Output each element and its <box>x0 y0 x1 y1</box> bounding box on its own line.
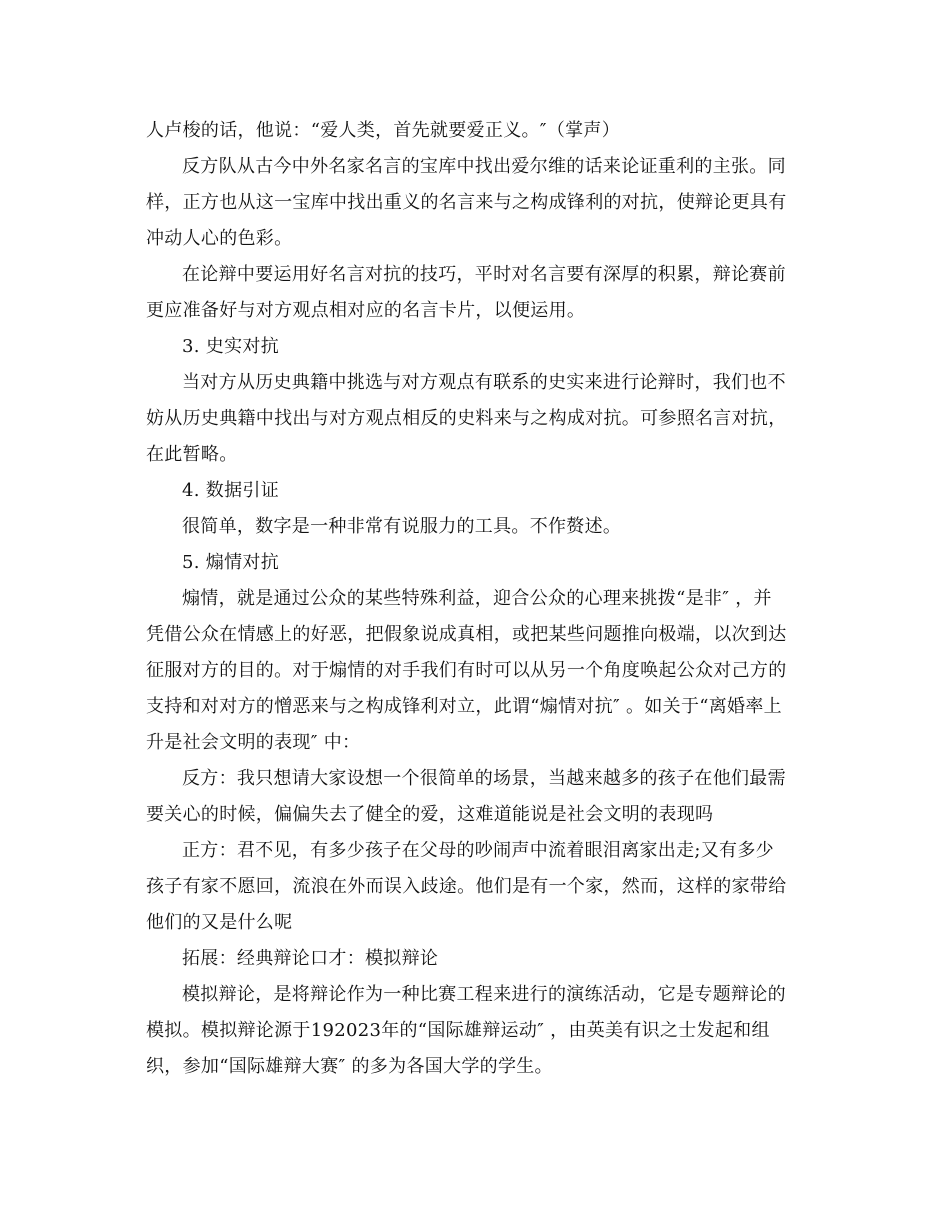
text-line-continuation: 模拟。模拟辩论源于192023年的“国际雄辩运动″ ，由英美有识之士发起和组 <box>146 1020 770 1041</box>
text-line-continuation: 人卢梭的话，他说：“爱人类，首先就要爱正义。″（掌声） <box>146 120 621 141</box>
text-line-continuation: 织，参加“国际雄辩大赛″ 的多为各国大学的学生。 <box>146 1056 553 1077</box>
text-line-continuation: 孩子有家不愿回，流浪在外而误入歧途。他们是有一个家，然而，这样的家带给 <box>146 876 787 897</box>
text-line-continuation: 要关心的时候，偏偏失去了健全的爱，这难道能说是社会文明的表现吗 <box>146 804 714 825</box>
text-line-continuation: 冲动人心的色彩。 <box>146 228 293 249</box>
text-line-continuation: 征服对方的目的。对于煽情的对手我们有时可以从另一个角度唤起公众对己方的 <box>146 660 787 681</box>
section-heading: 4. 数据引证 <box>182 480 279 501</box>
paragraph-line-start: 正方：君不见，有多少孩子在父母的吵闹声中流着眼泪离家出走;又有多少 <box>182 840 774 861</box>
text-line-continuation: 在此暂略。 <box>146 444 238 465</box>
paragraph-line-start: 反方：我只想请大家设想一个很简单的场景，当越来越多的孩子在他们最需 <box>182 768 786 789</box>
text-line-continuation: 升是社会文明的表现″ 中： <box>146 732 361 753</box>
paragraph-line-start: 当对方从历史典籍中挑选与对方观点有联系的史实来进行论辩时，我们也不 <box>182 372 786 393</box>
paragraph-line-start: 在论辩中要运用好名言对抗的技巧，平时对名言要有深厚的积累，辩论赛前 <box>182 264 786 285</box>
paragraph-line-start: 煽情，就是通过公众的某些特殊利益，迎合公众的心理来挑拨“是非″ ，并 <box>182 588 772 609</box>
text-line-continuation: 样，正方也从这一宝库中找出重义的名言来与之构成锋利的对抗，使辩论更具有 <box>146 192 787 213</box>
text-line-continuation: 他们的又是什么呢 <box>146 912 293 933</box>
text-line-continuation: 支持和对对方的憎恶来与之构成锋利对立，此谓“煽情对抗″ 。如关于“离婚率上 <box>146 696 782 717</box>
text-line-continuation: 更应准备好与对方观点相对应的名言卡片，以便运用。 <box>146 300 586 321</box>
text-line-continuation: 凭借公众在情感上的好恶，把假象说成真相，或把某些问题推向极端，以次到达 <box>146 624 787 645</box>
text-line-continuation: 妨从历史典籍中找出与对方观点相反的史料来与之构成对抗。可参照名言对抗， <box>146 408 787 429</box>
section-heading: 5. 煽情对抗 <box>182 552 279 573</box>
document-page <box>146 113 802 1085</box>
section-heading: 3. 史实对抗 <box>182 336 279 357</box>
section-heading: 拓展：经典辩论口才：模拟辩论 <box>182 948 439 969</box>
paragraph-line-start: 反方队从古今中外名家名言的宝库中找出爱尔维的话来论证重利的主张。同 <box>182 156 786 177</box>
paragraph-line-start: 很简单，数字是一种非常有说服力的工具。不作赘述。 <box>182 516 622 537</box>
paragraph-line-start: 模拟辩论，是将辩论作为一种比赛工程来进行的演练活动，它是专题辩论的 <box>182 984 786 1005</box>
